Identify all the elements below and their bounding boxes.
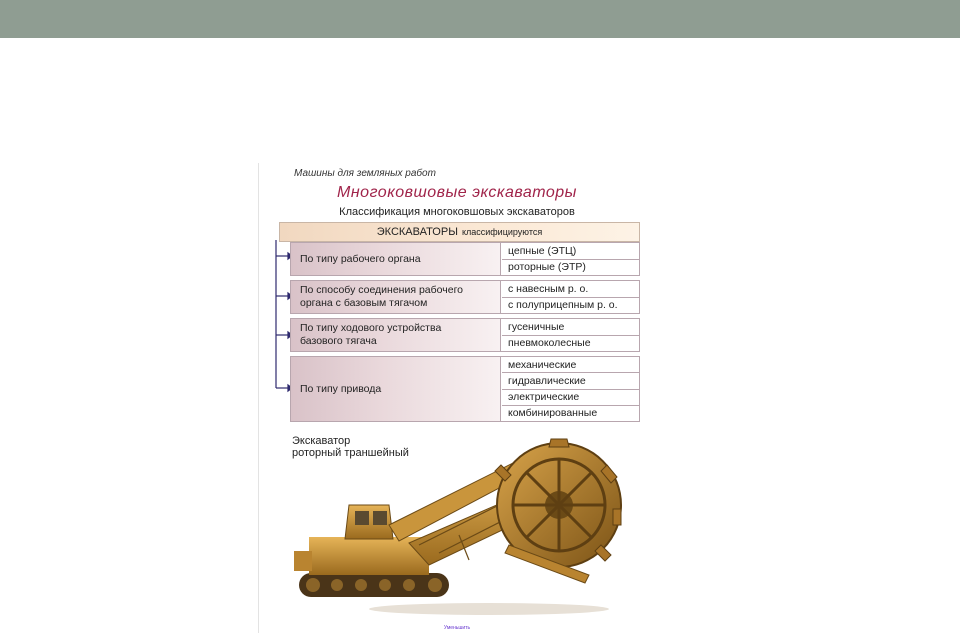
group-connection [290, 280, 640, 314]
group-label [291, 319, 501, 351]
group-label-line: По способу соединения рабочего [300, 284, 464, 296]
group-label [291, 281, 501, 313]
option-semitrailer: с полуприцепным р. о. [508, 299, 618, 312]
group-label: По типу привода [291, 357, 501, 421]
option-rotary: роторные (ЭТР) [508, 261, 586, 274]
group-label-line: базового тягача [300, 335, 377, 347]
group-label-line: По типу ходового устройства [300, 322, 442, 334]
subtitle: Классификация многоковшовых экскаваторов [339, 206, 575, 218]
group-undercarriage [290, 318, 640, 352]
option-mounted: с навесным р. о. [502, 281, 639, 298]
option-wheeled: пневмоколесные [508, 337, 591, 350]
header-small: классифицируются [461, 227, 543, 237]
slide-image [258, 163, 655, 633]
option-mechanical: механические [502, 357, 639, 373]
group-drive [290, 356, 640, 422]
option-chain: цепные (ЭТЦ) [502, 243, 639, 260]
group-label: По типу рабочего органа [291, 243, 501, 275]
shrink-link[interactable]: Уменьшить [443, 625, 471, 631]
caption-line: Экскаватор [292, 435, 351, 447]
illustration-caption [292, 435, 409, 459]
series-title: Машины для земляных работ [294, 168, 436, 179]
classification-header [279, 222, 640, 242]
main-title: Многоковшовые экскаваторы [337, 184, 577, 201]
caption-line: роторный траншейный [292, 447, 409, 459]
header-main: ЭКСКАВАТОРЫ [376, 226, 458, 238]
option-tracked: гусеничные [502, 319, 639, 336]
option-combined: комбинированные [508, 407, 598, 420]
group-label-line: органа с базовым тягачом [300, 297, 428, 309]
option-electric: электрические [502, 390, 639, 406]
top-band [0, 0, 960, 38]
option-hydraulic: гидравлические [502, 373, 639, 389]
group-work-organ [290, 242, 640, 276]
